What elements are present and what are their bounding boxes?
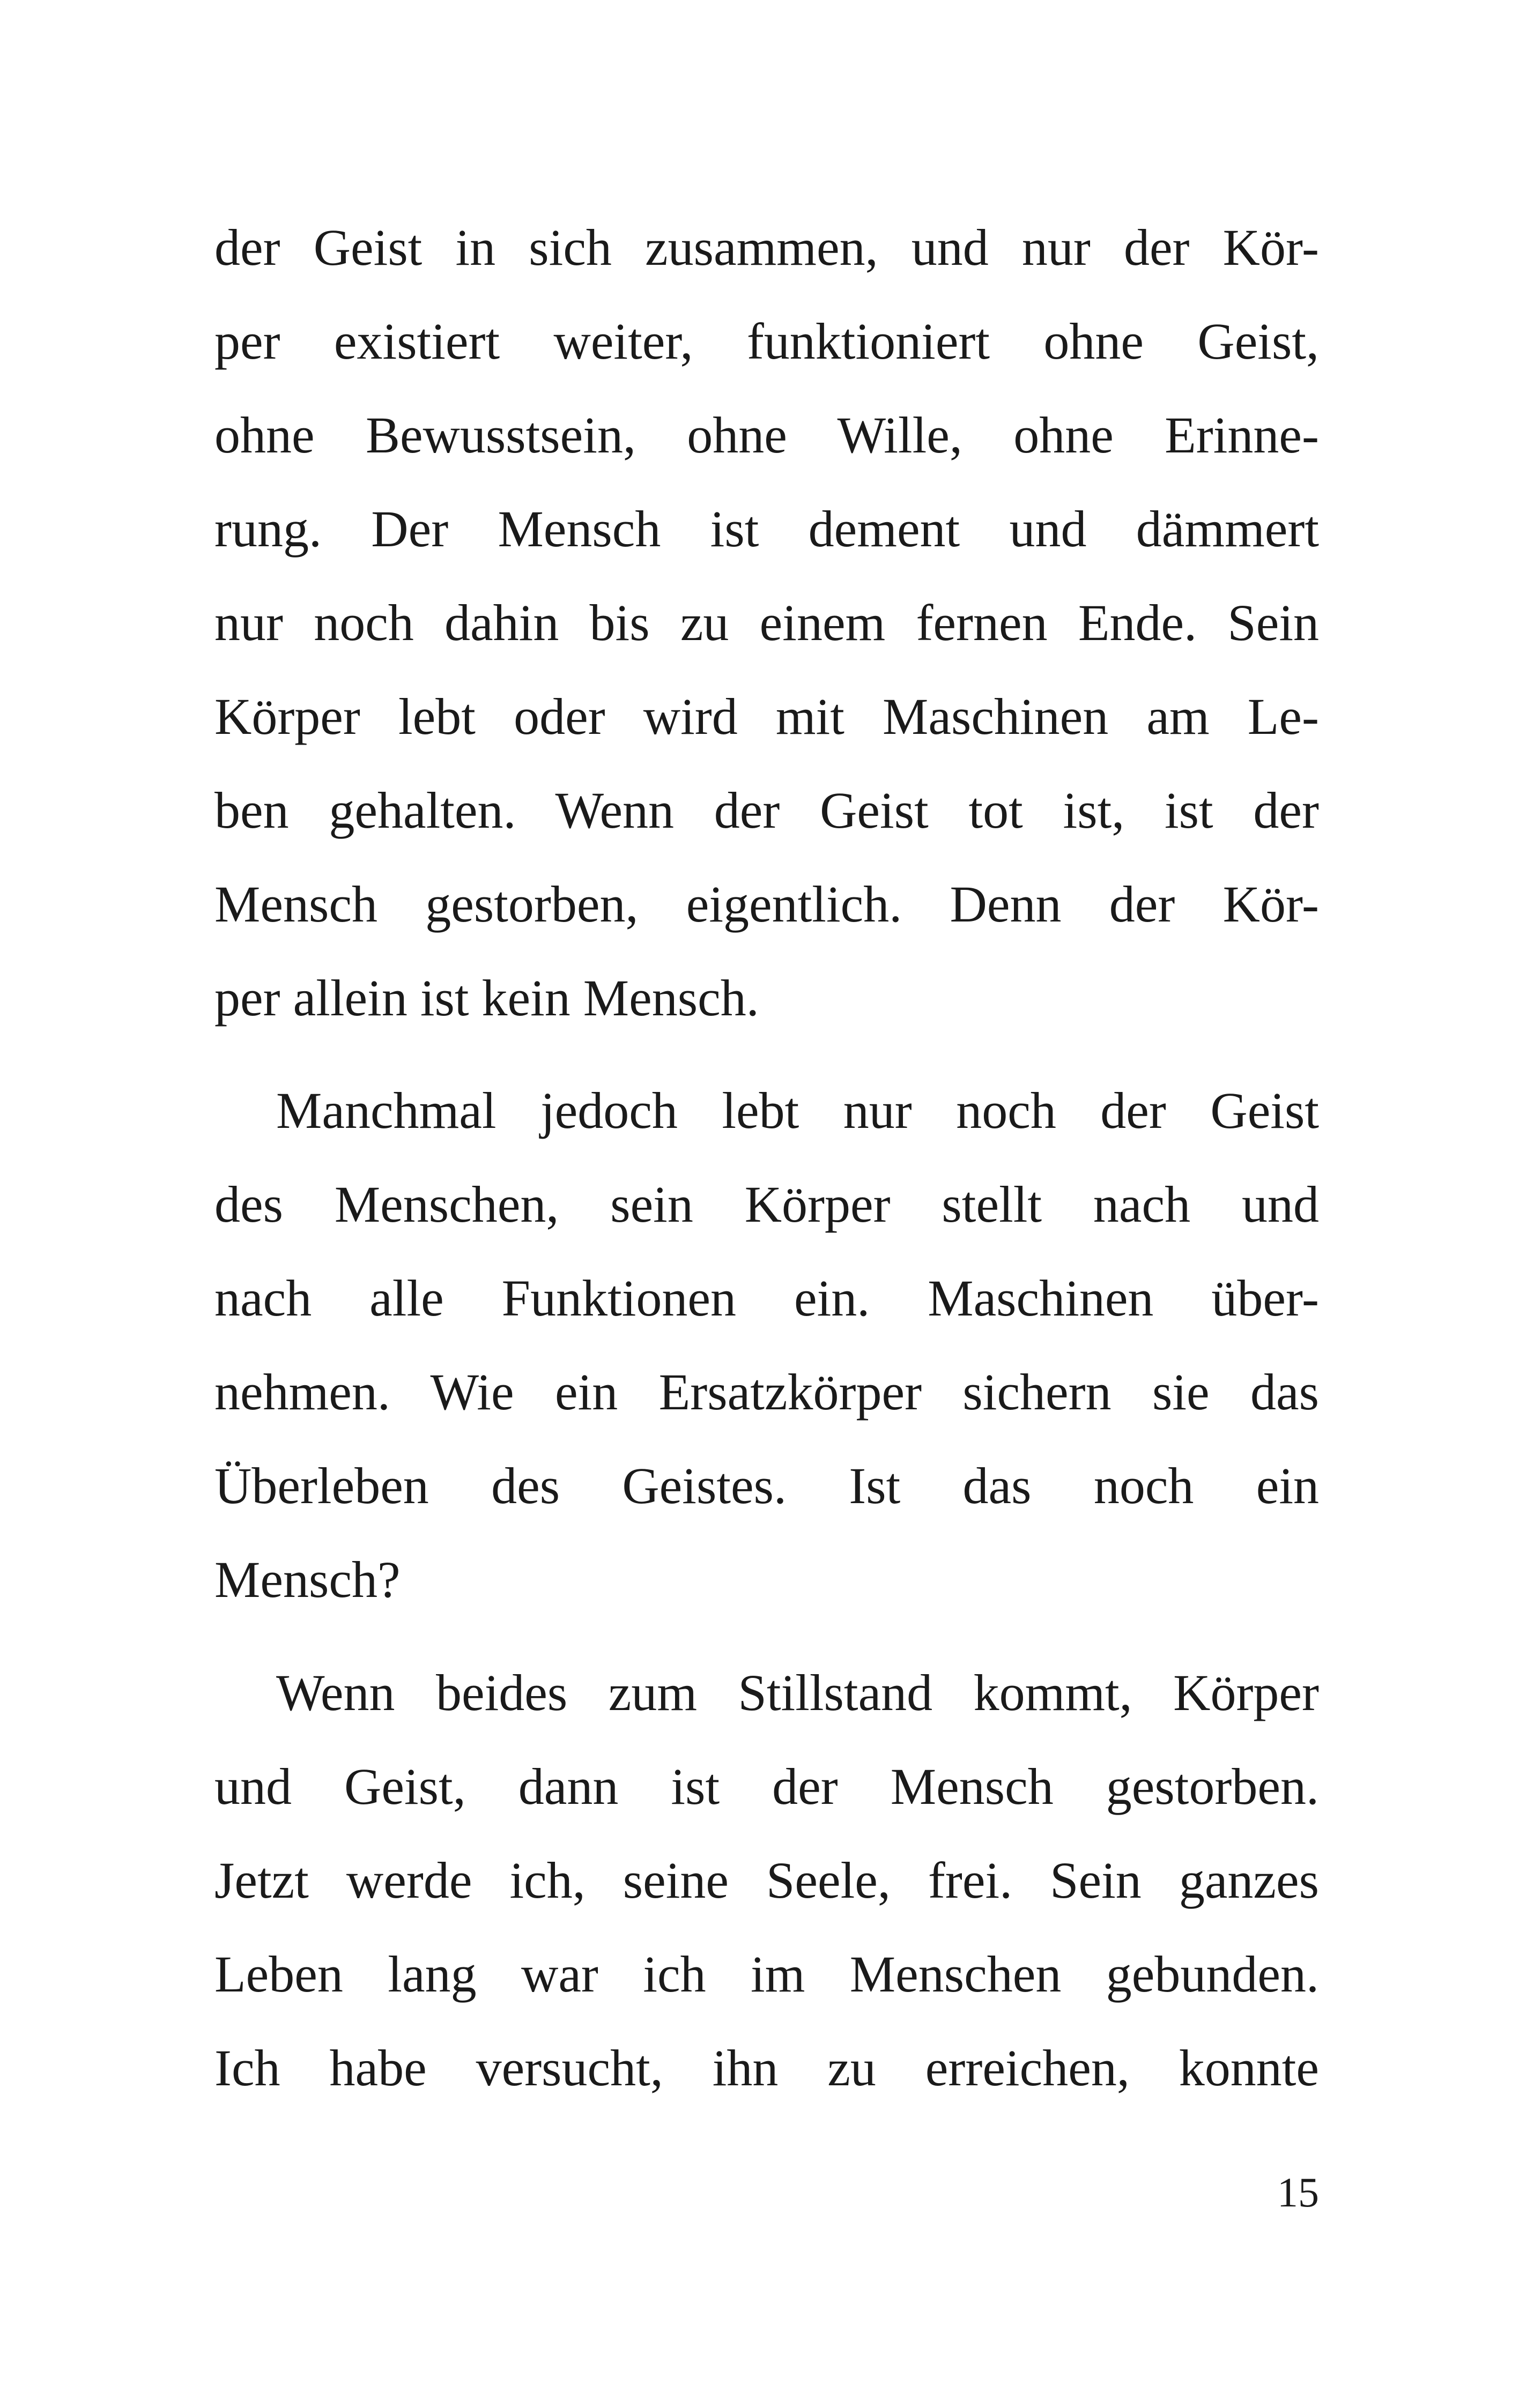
- text-line: Körper lebt oder wird mit Maschinen am Le-: [214, 688, 1319, 745]
- text-line: der Geist in sich zusammen, und nur der Kör-: [214, 219, 1319, 276]
- text-line: Manchmal jedoch lebt nur noch der Geist: [276, 1082, 1319, 1139]
- text-line: Ich habe versucht, ihn zu erreichen, konnte: [214, 2039, 1319, 2097]
- text-line: per allein ist kein Mensch.: [214, 969, 759, 1027]
- text-line: nur noch dahin bis zu einem fernen Ende. Sein: [214, 594, 1319, 651]
- text-line: rung. Der Mensch ist dement und dämmert: [214, 500, 1319, 558]
- page-number: 15: [1277, 2169, 1319, 2216]
- text-line: und Geist, dann ist der Mensch gestorben.: [214, 1758, 1319, 1815]
- text-line: Mensch gestorben, eigentlich. Denn der Kör-: [214, 875, 1319, 933]
- text-line: Wenn beides zum Stillstand kommt, Körper: [276, 1664, 1319, 1721]
- text-line: nehmen. Wie ein Ersatzkörper sichern sie das: [214, 1363, 1319, 1421]
- text-line: ben gehalten. Wenn der Geist tot ist, ist der: [214, 782, 1319, 839]
- text-line: Mensch?: [214, 1551, 401, 1608]
- text-line: des Menschen, sein Körper stellt nach und: [214, 1176, 1319, 1233]
- text-line: per existiert weiter, funktioniert ohne Geist,: [214, 313, 1319, 370]
- text-line: nach alle Funktionen ein. Maschinen über-: [214, 1269, 1319, 1327]
- text-line: Leben lang war ich im Menschen gebunden.: [214, 1945, 1319, 2003]
- text-line: Jetzt werde ich, seine Seele, frei. Sein ganzes: [214, 1852, 1319, 1909]
- text-line: ohne Bewusstsein, ohne Wille, ohne Erinne-: [214, 406, 1319, 464]
- text-line: Überleben des Geistes. Ist das noch ein: [214, 1457, 1319, 1514]
